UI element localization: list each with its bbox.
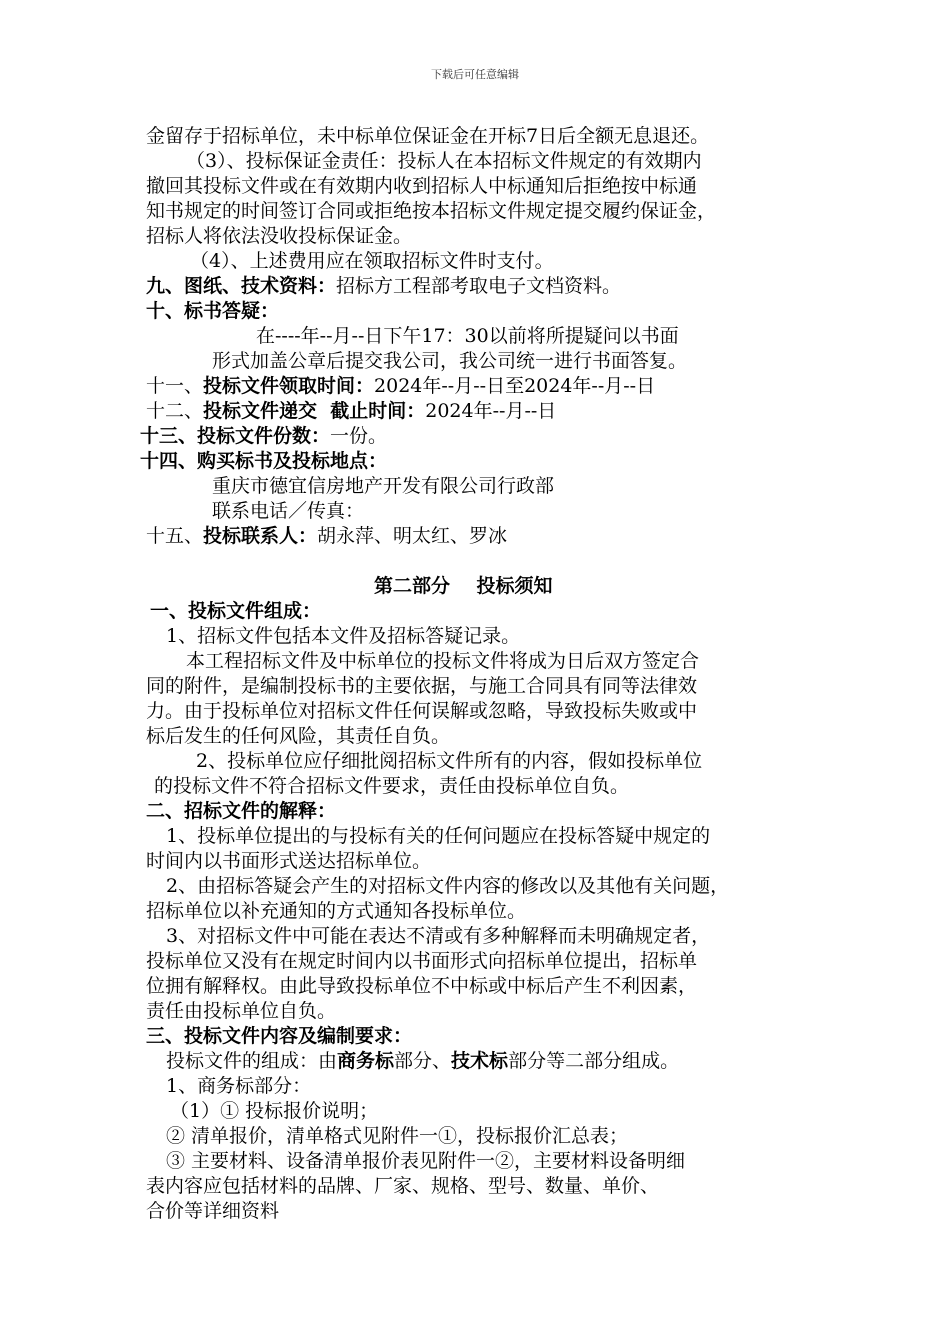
text-line: 2、投标单位应仔细批阅招标文件所有的内容，假如投标单位 (196, 750, 703, 772)
text-line: 招标单位以补充通知的方式通知各投标单位。 (146, 900, 527, 922)
text-line: 标后发生的任何风险，其责任自负。 (146, 725, 451, 747)
section-heading-11: 十一、投标文件领取时间：2024年--月--日至2024年--月--日 (146, 375, 656, 397)
section-heading-12: 十二、投标文件递交 截止时间：2024年--月--日 (146, 400, 557, 422)
text-line: 本工程招标文件及中标单位的投标文件将成为日后双方签定合 (186, 650, 700, 672)
page-header-note: 下载后可任意编辑 (431, 68, 519, 81)
text-line: 形式加盖公章后提交我公司，我公司统一进行书面答复。 (212, 350, 688, 372)
text-line: 知书规定的时间签订合同或拒绝按本招标文件规定提交履约保证金， (146, 200, 717, 222)
text-line: 在----年--月--日下午17：30以前将所提疑问以书面 (256, 325, 679, 347)
text-line: 联系电话／传真： (212, 500, 365, 522)
text-line: 重庆市德宜信房地产开发有限公司行政部 (212, 475, 555, 497)
text-line: 2、由招标答疑会产生的对招标文件内容的修改以及其他有关问题， (166, 875, 730, 897)
text-line: 3、对招标文件中可能在表达不清或有多种解释而未明确规定者， (166, 925, 711, 947)
text-line: 合价等详细资料 (146, 1200, 280, 1222)
text-line: 1、招标文件包括本文件及招标答疑记录。 (166, 625, 521, 647)
text-line: 时间内以书面形式送达招标单位。 (146, 850, 432, 872)
text-line: 同的附件，是编制投标书的主要依据，与施工合同具有同等法律效 (146, 675, 698, 697)
text-line: 表内容应包括材料的品牌、厂家、规格、型号、数量、单价、 (146, 1175, 660, 1197)
text-line: （1）① 投标报价说明； (170, 1100, 379, 1122)
text-line: 金留存于招标单位，未中标单位保证金在开标7日后全额无息退还。 (146, 125, 710, 147)
section-heading: 三、投标文件内容及编制要求： (146, 1025, 413, 1047)
text-line: 招标人将依法没收投标保证金。 (146, 225, 413, 247)
section-heading-10: 十、标书答疑： (146, 300, 280, 322)
section-heading-15: 十五、投标联系人：胡永萍、明太红、罗冰 (146, 525, 508, 547)
text-line: 1、商务标部分： (166, 1075, 312, 1097)
text-line: ③ 主要材料、设备清单报价表见附件一②，主要材料设备明细 (166, 1150, 686, 1172)
text-line: （3）、投标保证金责任：投标人在本招标文件规定的有效期内 (186, 150, 702, 172)
text-line: 投标单位又没有在规定时间内以书面形式向招标单位提出，招标单 (146, 950, 698, 972)
section-heading: 一、投标文件组成： (150, 600, 322, 622)
text-line: 力。由于投标单位对招标文件任何误解或忽略，导致投标失败或中 (146, 700, 698, 722)
text-line: 责任由投标单位自负。 (146, 1000, 337, 1022)
text-line: 投标文件的组成：由商务标部分、技术标部分等二部分组成。 (166, 1050, 680, 1072)
section-heading: 二、招标文件的解释： (146, 800, 337, 822)
text-line: 位拥有解释权。由此导致投标单位不中标或中标后产生不利因素， (146, 975, 698, 997)
section-heading-13: 十三、投标文件份数：一份。 (140, 425, 388, 447)
text-line: ② 清单报价，清单格式见附件一①，投标报价汇总表； (166, 1125, 629, 1147)
text-line: 的投标文件不符合招标文件要求，责任由投标单位自负。 (154, 775, 630, 797)
section-heading-14: 十四、购买标书及投标地点： (140, 450, 388, 472)
part-title: 第二部分 投标须知 (374, 575, 553, 597)
text-line: （4）、上述费用应在领取招标文件时支付。 (190, 250, 554, 272)
text-line: 撤回其投标文件或在有效期内收到招标人中标通知后拒绝按中标通 (146, 175, 698, 197)
section-heading-9: 九、图纸、技术资料：招标方工程部考取电子文档资料。 (146, 275, 622, 297)
text-line: 1、投标单位提出的与投标有关的任何问题应在投标答疑中规定的 (166, 825, 711, 847)
